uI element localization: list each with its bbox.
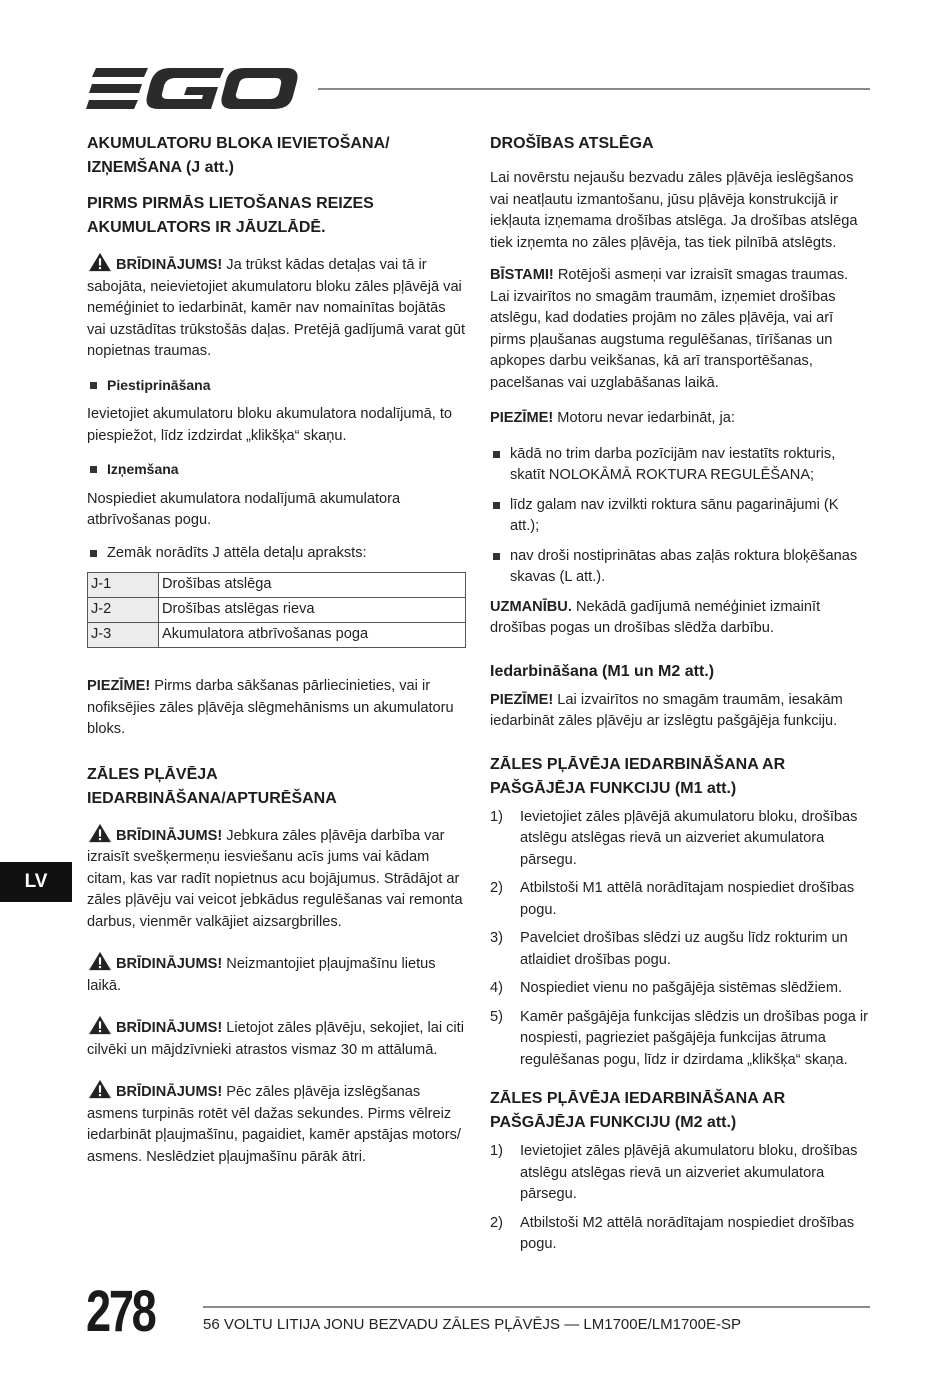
page-number: 278	[86, 1279, 155, 1344]
list-item: 2) Atbilstoši M1 attēlā norādītajam nospiediet drošības pogu.	[490, 880, 855, 918]
bullet-square-icon	[90, 466, 97, 473]
list-item: 4) Nospiediet vienu no pašgājēja sistēmas slēdžiem.	[490, 980, 843, 996]
warning-icon	[87, 1015, 113, 1035]
warning-icon	[87, 951, 113, 971]
right-column	[490, 132, 870, 1266]
note-paragraph: PIEZĪME! Motoru nevar iedarbināt, ja:	[490, 410, 735, 426]
list-item: 5) Kamēr pašgājēja funkcijas slēdzis un drošības poga ir nospiesti, pagrieziet pašgājēja funkcijas ātruma regulēšanas pogu, līdz ir dzirdama „klikšķa“ skaņa.	[490, 1008, 869, 1068]
section-heading-starting: Iedarbināšana (M1 un M2 att.)	[490, 662, 715, 680]
list-item: 1) Ievietojiet zāles pļāvējā akumulatoru bloku, drošības atslēgu atslēgas rievā un aizveriet akumulatora pārsegu.	[490, 1143, 858, 1202]
table-row: J-1 Drošības atslēga	[88, 573, 466, 598]
section-heading-battery: AKUMULATORU BLOKA IEVIETOŠANA/ IZŅEMŠANA (J att.)	[87, 135, 390, 176]
bullet-heading: Izņemšana	[87, 459, 467, 481]
table-row: J-3 Akumulatora atbrīvošanas poga	[88, 623, 466, 648]
warning-paragraph: BRĪDINĀJUMS! Lietojot zāles pļāvēju, sekojiet, lai citi cilvēki un mājdzīvnieki atrastos vismaz 30 m attālumā.	[87, 1015, 467, 1061]
bullet-square-icon	[493, 553, 500, 560]
table-row: J-2 Drošības atslēgas rieva	[88, 598, 466, 623]
left-column	[87, 132, 467, 1179]
note-paragraph: PIEZĪME! Pirms darba sākšanas pārliecinieties, vai ir nofiksējies zāles pļāvēja slēgmehānisms un akumulatoru bloks.	[87, 678, 454, 737]
bullet-square-icon	[493, 502, 500, 509]
caution-paragraph: UZMANĪBU. Nekādā gadījumā neméģiniet izmainīt drošības pogas un drošības slēdža darbību.	[490, 598, 821, 636]
note-paragraph: PIEZĪME! Lai izvairītos no smagām traumām, iesakām iedarbināt zāles pļāvēju ar izslēgtu pašgājēja funkciju.	[490, 691, 843, 729]
header-rule	[318, 88, 870, 90]
warning-paragraph: BRĪDINĀJUMS! Jebkura zāles pļāvēja darbība var izraisīt svešķermeņu iesviešanu acīs jums vai kādam citam, kas var radīt nopietnus acu bojājumus. Strādājot ar zāles pļāvēju vai veicot jebkādus regulēšanas vai remonta darbus, vienmēr valkājiet aizsargbrilles.	[87, 823, 467, 934]
section-heading-start-stop: ZĀLES PĻĀVĒJA IEDARBINĀŠANA/APTURĒŠANA	[87, 765, 337, 807]
bullet-square-icon	[90, 382, 97, 389]
footer-rule	[203, 1306, 870, 1308]
list-item: kādā no trim darba pozīcijām nav iestatīts rokturis, skatīt NOLOKĀMĀ ROKTURA REGULĒŠANA;	[490, 444, 870, 487]
ego-logo	[86, 64, 298, 114]
warning-icon	[87, 252, 113, 272]
list-item: Zemāk norādīts J attēla detaļu apraksts:	[87, 543, 467, 565]
section-heading-charge: PIRMS PIRMĀS LIETOŠANAS REIZES AKUMULATORS IR JĀUZLĀDĒ.	[87, 195, 374, 236]
steps-list-m1	[490, 807, 870, 1072]
warning-icon	[87, 1079, 113, 1099]
parts-table	[87, 572, 466, 648]
bullet-heading: Piestiprināšana	[87, 375, 467, 397]
warning-icon	[87, 823, 113, 843]
language-tab: LV	[0, 862, 72, 902]
list-item: 2) Atbilstoši M2 attēlā norādītajam nospiediet drošības pogu.	[490, 1214, 855, 1252]
list-item: līdz galam nav izvilkti roktura sānu pagarinājumi (K att.);	[490, 495, 870, 538]
paragraph: Nospiediet akumulatora nodalījumā akumulatora atbrīvošanas pogu.	[87, 490, 401, 528]
list-item: 3) Pavelciet drošības slēdzi uz augšu līdz rokturim un atlaidiet drošības pogu.	[490, 930, 848, 968]
section-heading-safety-key: DROŠĪBAS ATSLĒGA	[490, 135, 654, 152]
paragraph: Lai novērstu nejaušu bezvadu zāles pļāvēja ieslēgšanos vai neatļautu izmantošanu, jūsu pļāvēja konstrukcijā ir iekļauta izņemama drošības atslēga. Ja drošības atslēga tiek izņemta no zāles pļāvēja, tas tiek pilnībā atslēgts.	[490, 170, 858, 251]
footer-title: 56 VOLTU LITIJA JONU BEZVADU ZĀLES PĻĀVĒJS — LM1700E/LM1700E-SP	[203, 1316, 741, 1333]
warning-paragraph: BRĪDINĀJUMS! Pēc zāles pļāvēja izslēgšanas asmens turpinās rotēt vēl dažas sekundes. Pirms vēlreiz iedarbināt pļaujmašīnu, pagaidiet, kamēr apstājas motors/ asmens. Neslēdziet pļaujmašīnu pārāk ātri.	[87, 1079, 467, 1168]
warning-paragraph: BRĪDINĀJUMS! Ja trūkst kādas detaļas vai tā ir sabojāta, neievietojiet akumulatoru bloku zāles pļāvējā vai neméģiniet to iedarbināt, kamēr nav nomainītas bojātās vai uzstādītas trūkstošās daļas. Pretējā gadījumā varat gūt nopietnas traumas.	[87, 252, 467, 363]
paragraph: Ievietojiet akumulatoru bloku akumulatora nodalījumā, to piespiežot, līdz izdzirdat „klikšķa“ skaņu.	[87, 406, 453, 444]
warning-paragraph: BRĪDINĀJUMS! Neizmantojiet pļaujmašīnu lietus laikā.	[87, 951, 467, 997]
danger-paragraph: BĪSTAMI! Rotējoši asmeņi var izraisīt smagas traumas. Lai izvairītos no smagām traumām, izņemiet drošības atslēgu, kad dodaties projām no zāles pļāvēja, vai arī pirms pļaušanas augstuma regulēšanas, tīrīšanas un apkopes darbu veikšanas, kā arī transportēšanas, pacelšanas vai uzglabāšanas laikā.	[490, 267, 849, 391]
list-item: nav droši nostiprinātas abas zaļās roktura bloķēšanas skavas (L att.).	[490, 546, 870, 589]
section-heading-m1: ZĀLES PĻĀVĒJA IEDARBINĀŠANA AR PAŠGĀJĒJA FUNKCIJU (M1 att.)	[490, 755, 786, 797]
section-heading-m2: ZĀLES PĻĀVĒJA IEDARBINĀŠANA AR PAŠGĀJĒJA FUNKCIJU (M2 att.)	[490, 1090, 786, 1131]
bullet-square-icon	[90, 550, 97, 557]
steps-list-m2	[490, 1141, 870, 1256]
bullet-square-icon	[493, 451, 500, 458]
list-item: 1) Ievietojiet zāles pļāvējā akumulatoru bloku, drošības atslēgu atslēgas rievā un aizveriet akumulatora pārsegu.	[490, 808, 858, 868]
